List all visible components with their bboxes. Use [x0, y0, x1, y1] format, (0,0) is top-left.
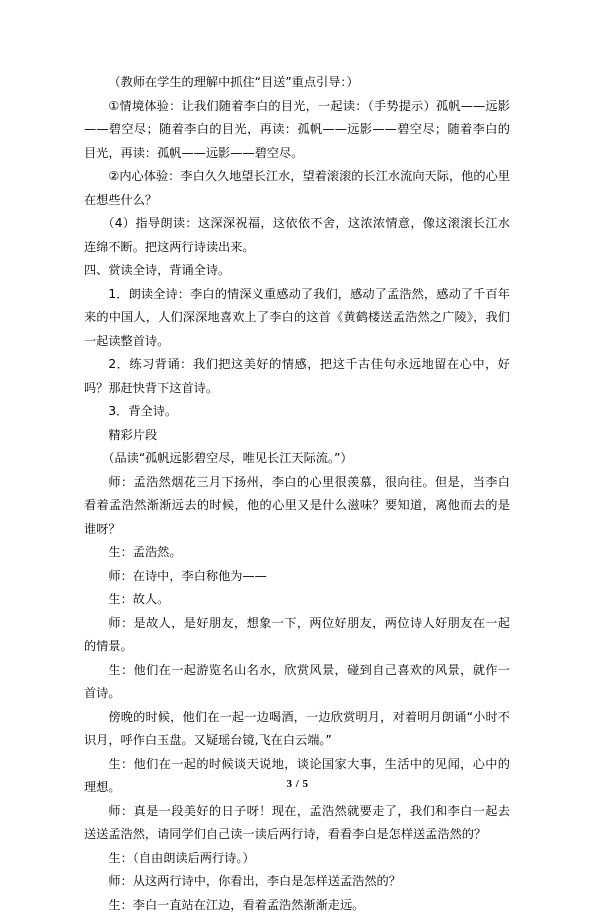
dialogue-line: 生：（自由朗读后两行诗。）: [84, 847, 510, 871]
paragraph: （品读“孤帆远影碧空尽，唯见长江天际流。”）: [84, 447, 510, 471]
dialogue-line: 师：真是一段美好的日子呀！现在，孟浩然就要走了，我们和李白一起去送送孟浩然，请同学们自己读一读后两行诗，看看李白是怎样送孟浩然的？: [84, 800, 510, 847]
paragraph: （教师在学生的理解中抓住“目送”重点引导：）: [84, 71, 510, 95]
dialogue-line: 生：孟浩然。: [84, 541, 510, 565]
paragraph: 2．练习背诵：我们把这美好的情感，把这千古佳句永远地留在心中，好吗？那赶快背下这首诗。: [84, 353, 510, 400]
section-heading: 四、赏读全诗，背诵全诗。: [84, 259, 510, 283]
paragraph: 3．背全诗。: [84, 400, 510, 424]
dialogue-line: 生：故人。: [84, 588, 510, 612]
document-body: [84, 71, 510, 917]
dialogue-line: 师：是故人，是好朋友，想象一下，两位好朋友，两位诗人好朋友在一起的情景。: [84, 612, 510, 659]
subsection-heading: 精彩片段: [84, 424, 510, 448]
paragraph: （4）指导朗读：这深深祝福，这依依不舍，这浓浓情意，像这滚滚长江水连绵不断。把这两行诗读出来。: [84, 212, 510, 259]
dialogue-line: 傍晚的时候，他们在一起一边喝酒，一边欣赏明月，对着明月朗诵“小时不识月，呼作白玉盘。又疑瑶台镜,飞在白云端。”: [84, 706, 510, 753]
dialogue-line: 师：在诗中，李白称他为——: [84, 565, 510, 589]
dialogue-line: 师：孟浩然烟花三月下扬州，李白的心里很羡慕，很向往。但是，当李白看着孟浩然渐渐远去的时候，他的心里又是什么滋味？要知道，离他而去的是谁呀？: [84, 471, 510, 542]
dialogue-line: 生：李白一直站在江边，看着孟浩然渐渐走远。: [84, 894, 510, 917]
paragraph: ①情境体验：让我们随着李白的目光，一起读：（手势提示）孤帆——远影——碧空尽；随着李白的目光，再读：孤帆——远影——碧空尽；随着李白的目光，再读：孤帆——远影——碧空尽。: [84, 95, 510, 166]
dialogue-line: 生：他们在一起游览名山名水，欣赏风景，碰到自己喜欢的风景，就作一首诗。: [84, 659, 510, 706]
paragraph: 1．朗读全诗：李白的情深义重感动了我们，感动了孟浩然，感动了千百年来的中国人，人们深深地喜欢上了李白的这首《黄鹤楼送孟浩然之广陵》，我们一起读整首诗。: [84, 283, 510, 354]
page-number: 3 / 5: [0, 778, 595, 790]
paragraph: ②内心体验：李白久久地望长江水，望着滚滚的长江水流向天际，他的心里在想些什么？: [84, 165, 510, 212]
dialogue-line: 生：他们在一起的时候谈天说地，谈论国家大事，生活中的见闻，心中的理想。: [84, 753, 510, 800]
dialogue-line: 师：从这两行诗中，你看出，李白是怎样送孟浩然的？: [84, 870, 510, 894]
